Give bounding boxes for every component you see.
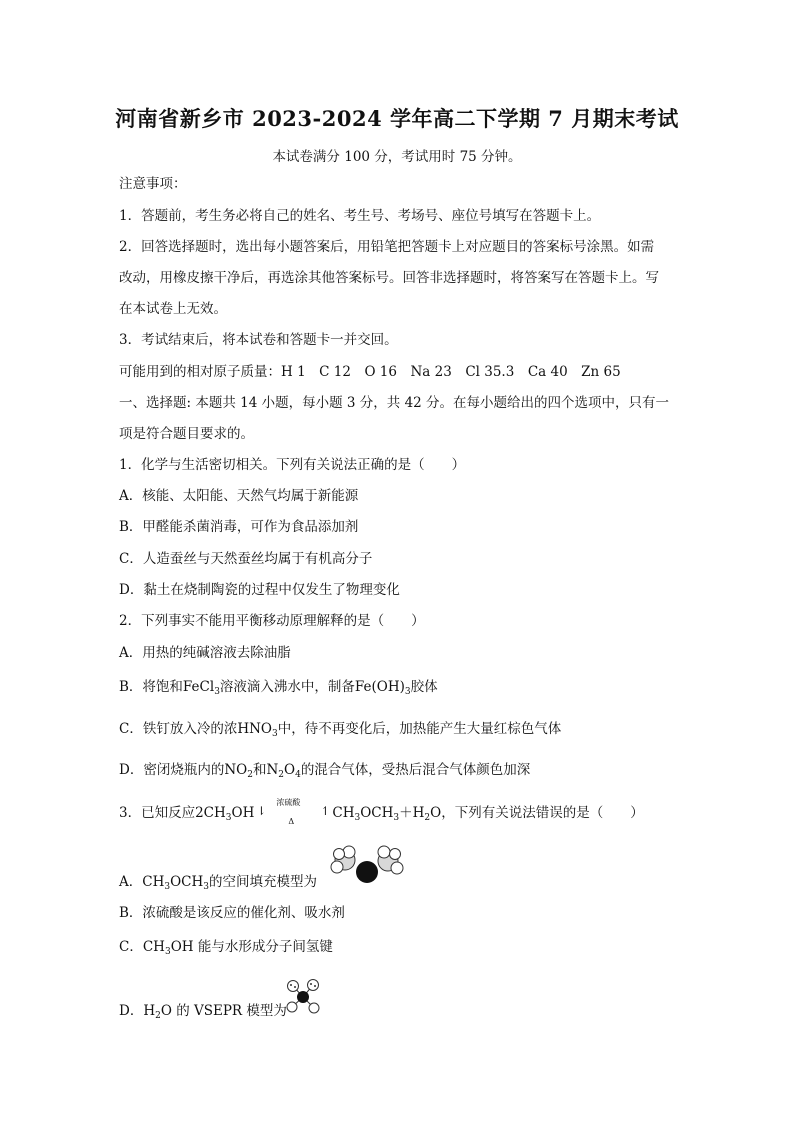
q2-b-mid: 溶液滴入沸水中，制备 (219, 679, 355, 695)
electron-dot (290, 984, 292, 986)
dimethyl-ether-space-filling-model (326, 838, 410, 888)
electron-dot (314, 985, 316, 987)
hydrogen-atom (390, 849, 401, 860)
q1-option-d: D．黏土在烧制陶瓷的过程中仅发生了物理变化 (119, 582, 400, 598)
q2-d-o: O (284, 762, 296, 778)
q2-b-feoh: Fe(OH) (354, 679, 405, 695)
q3-stem-pre: 3．已知反应 (119, 805, 196, 821)
q3-p1: CH (332, 805, 355, 821)
hydrogen-atom (309, 1003, 319, 1013)
hydrogen-atom (331, 861, 343, 873)
q3-option-a (119, 872, 317, 897)
q2-c-sub: 3 (272, 729, 278, 739)
q1-option-b: B．甲醛能杀菌消毒，可作为食品添加剂 (119, 519, 359, 535)
q3-a-ch: CH (142, 874, 165, 890)
oxygen-atom (356, 861, 378, 883)
q2-b-pre: B．将饱和 (119, 679, 183, 695)
q2-d-osub: 4 (295, 770, 301, 780)
q2-b-fecl: FeCl (182, 679, 215, 695)
water-vsepr-model (283, 976, 325, 1018)
q1-option-a: A．核能、太阳能、天然气均属于新能源 (119, 488, 359, 504)
q3-option-d (119, 1001, 287, 1026)
q2-option-a: A．用热的纯碱溶液去除油脂 (119, 645, 291, 661)
page-title: 河南省新乡市 2023-2024 学年高二下学期 7 月期末考试 (115, 106, 679, 131)
electron-dot (310, 983, 312, 985)
q3-a-och: OCH (170, 874, 204, 890)
q2-option-b (119, 677, 438, 702)
q2-d-and: 和 (252, 762, 267, 778)
q2-b-post: 胶体 (410, 679, 438, 695)
notes-heading: 注意事项： (119, 176, 187, 192)
reaction-delta: Δ (288, 817, 295, 826)
q3-p2-sub: 2 (424, 813, 431, 823)
q2-c-hno: HNO (237, 721, 272, 737)
q2-d-pre: D．密闭烧瓶内的 (119, 762, 225, 778)
q3-d-h: H (143, 1003, 156, 1019)
q3-a-pre: A． (119, 874, 143, 890)
q3-c-ch: CH (142, 939, 165, 955)
q2-d-no: NO (224, 762, 248, 778)
q3-c-sub: 3 (164, 947, 171, 957)
q2-b-sub2: 3 (404, 687, 411, 697)
q3-d-post: O 的 VSEPR 模型为 (160, 1003, 287, 1019)
note-2c: 在本试卷上无效。 (119, 301, 227, 317)
reaction-arrow: ⇂ 浓硫酸 Δ ↿ (254, 801, 332, 823)
q3-stem (119, 798, 644, 828)
electron-dot (294, 986, 296, 988)
q3-a-sub2: 3 (203, 882, 209, 892)
q3-r1: 2CH (195, 805, 226, 821)
q1-option-c: C．人造蚕丝与天然蚕丝均属于有机高分子 (119, 551, 373, 567)
q3-option-c (119, 937, 333, 962)
hydrogen-atom (378, 846, 390, 858)
hydrogen-atom (343, 846, 355, 858)
q1-stem: 1．化学与生活密切相关。下列有关说法正确的是（ ） (119, 457, 466, 473)
q3-c-pre: C． (119, 939, 143, 955)
lone-pair-orbital (288, 981, 299, 992)
page-subtitle: 本试卷满分 100 分，考试用时 75 分钟。 (272, 149, 522, 165)
q3-p1-sub: 3 (354, 813, 361, 823)
note-1: 1．答题前，考生务必将自己的姓名、考生号、考场号、座位号填写在答题卡上。 (119, 208, 601, 224)
q2-d-n: N (266, 762, 279, 778)
hydrogen-atom (287, 1002, 297, 1012)
q2-option-c (119, 719, 561, 744)
atomic-masses: 可能用到的相对原子质量：H 1 C 12 O 16 Na 23 Cl 35.3 Ca 40 Zn 65 (119, 364, 621, 380)
q3-d-pre: D． (119, 1003, 144, 1019)
section-intro-a: 一、选择题: 本题共 14 小题，每小题 3 分，共 42 分。在每小题给出的四个选项中，只有一 (119, 395, 670, 411)
reaction-condition: 浓硫酸 (276, 798, 301, 807)
q3-p2b: O (430, 805, 442, 821)
q3-r1-sub: 3 (225, 813, 232, 823)
hydrogen-atom (391, 862, 403, 874)
q3-plus: ＋H (399, 805, 425, 821)
q2-d-sub: 2 (247, 770, 253, 780)
lone-pair-orbital (308, 980, 319, 991)
q2-b-sub: 3 (214, 687, 220, 697)
oxygen-atom (297, 991, 309, 1003)
q2-option-d (119, 760, 530, 785)
q2-d-nsub: 2 (278, 770, 284, 780)
hydrogen-atom (334, 849, 345, 860)
note-3: 3．考试结束后，将本试卷和答题卡一并交回。 (119, 332, 398, 348)
q2-stem: 2．下列事实不能用平衡移动原理解释的是（ ） (119, 613, 425, 629)
q2-c-post: 中，待不再变化后，加热能产生大量红棕色气体 (277, 721, 562, 737)
q3-stem-post: ，下列有关说法错误的是（ ） (441, 805, 644, 821)
note-2a: 2．回答选择题时，选出每小题答案后，用铅笔把答题卡上对应题目的答案标号涂黑。如需 (119, 239, 655, 255)
q3-c-post: OH 能与水形成分子间氢键 (170, 939, 333, 955)
q3-r1b: OH (231, 805, 255, 821)
q3-a-post: 的空间填充模型为 (209, 874, 317, 890)
q2-d-post: 的混合气体，受热后混合气体颜色加深 (300, 762, 531, 778)
q3-p1b: OCH (360, 805, 394, 821)
section-intro-b: 项是符合题目要求的。 (119, 426, 254, 442)
q3-option-b: B．浓硫酸是该反应的催化剂、吸水剂 (119, 905, 345, 921)
q2-c-pre: C．铁钉放入冷的浓 (119, 721, 238, 737)
q3-d-sub: 2 (155, 1011, 161, 1021)
q3-a-sub: 3 (164, 882, 171, 892)
note-2b: 改动，用橡皮擦干净后，再选涂其他答案标号。回答非选择题时，将答案写在答题卡上。写 (119, 270, 659, 286)
q3-p1-sub2: 3 (393, 813, 400, 823)
